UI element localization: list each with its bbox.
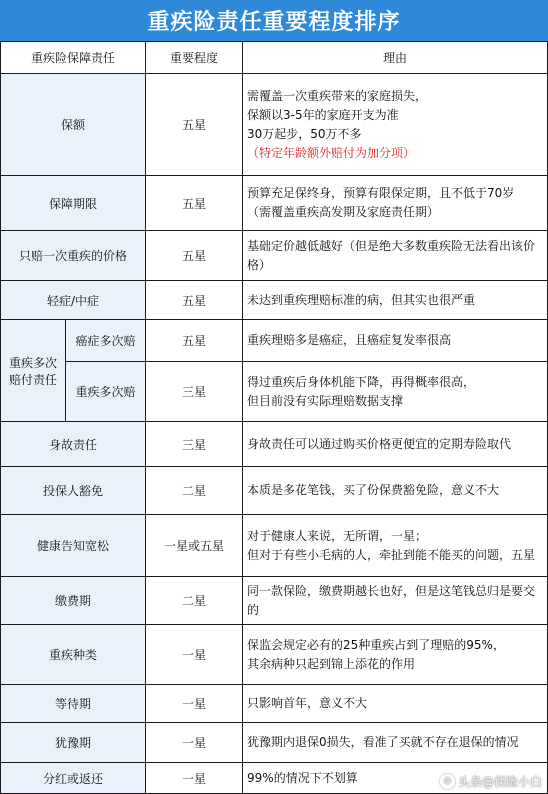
reason-line: 需覆盖一次重疾带来的家庭损失， bbox=[247, 87, 543, 106]
row-level: 一星 bbox=[146, 723, 243, 763]
row-level: 五星 bbox=[146, 231, 243, 281]
table-row bbox=[1, 281, 548, 320]
row-reason bbox=[243, 176, 548, 231]
reason-line: 保额以3-5年的家庭开支为准 bbox=[247, 106, 543, 125]
row-level: 一星 bbox=[146, 625, 243, 685]
row-reason: 本质是多花笔钱，买了份保费豁免险，意义不大 bbox=[243, 467, 548, 515]
page-title: 重疾险责任重要程度排序 bbox=[0, 0, 548, 41]
row-reason: 未达到重疾理赔标准的病，但其实也很严重 bbox=[243, 281, 548, 320]
header-importance: 重要程度 bbox=[146, 42, 243, 74]
row-level: 三星 bbox=[146, 362, 243, 422]
reason-note: （特定年龄额外赔付为加分项） bbox=[247, 144, 543, 163]
row-level: 一星或五星 bbox=[146, 515, 243, 577]
row-reason bbox=[243, 625, 548, 685]
group-name bbox=[1, 320, 66, 422]
header-reason: 理由 bbox=[243, 42, 548, 74]
row-level: 五星 bbox=[146, 176, 243, 231]
row-name: 只赔一次重疾的价格 bbox=[1, 231, 146, 281]
table-row bbox=[1, 723, 548, 763]
table-row bbox=[1, 577, 548, 625]
row-reason: 99%的情况下不划算 bbox=[243, 763, 548, 794]
row-level: 三星 bbox=[146, 422, 243, 467]
table-row bbox=[1, 176, 548, 231]
table-row bbox=[1, 231, 548, 281]
row-reason bbox=[243, 362, 548, 422]
reason-line: 但目前没有实际理赔数据支撑 bbox=[247, 392, 543, 411]
row-reason: 同一款保险，缴费期越长也好，但是这笔钱总归是要交的 bbox=[243, 577, 548, 625]
reason-line: 对于健康人来说，无所谓，一星； bbox=[247, 527, 543, 546]
row-reason: 犹豫期内退保0损失，看准了买就不存在退保的情况 bbox=[243, 723, 548, 763]
row-level: 五星 bbox=[146, 281, 243, 320]
row-reason: 身故责任可以通过购买价格更便宜的定期寿险取代 bbox=[243, 422, 548, 467]
row-reason bbox=[243, 515, 548, 577]
row-reason: 基础定价越低越好（但是绝大多数重疾险无法看出该价格） bbox=[243, 231, 548, 281]
row-level: 一星 bbox=[146, 685, 243, 723]
watermark-text: 头条@保险小白 bbox=[458, 773, 542, 790]
row-name: 投保人豁免 bbox=[1, 467, 146, 515]
table-row bbox=[1, 362, 548, 422]
responsibility-table bbox=[0, 41, 548, 794]
reason-line: 其余病种只起到锦上添花的作用 bbox=[247, 655, 543, 674]
reason-line: 得过重疾后身体机能下降，再得概率很高， bbox=[247, 373, 543, 392]
table-row bbox=[1, 685, 548, 723]
reason-line: 30万起步，50万不多 bbox=[247, 125, 543, 144]
row-name: 保额 bbox=[1, 74, 146, 176]
group-name-line: 重疾多次 bbox=[1, 354, 65, 371]
watermark-icon: ◎ bbox=[440, 774, 455, 789]
row-reason: 重疾理赔多是癌症，且癌症复发率很高 bbox=[243, 320, 548, 362]
row-reason: 只影响首年，意义不大 bbox=[243, 685, 548, 723]
group-name-line: 赔付责任 bbox=[1, 371, 65, 388]
reason-line: 但对于有些小毛病的人，牵扯到能不能买的问题，五星 bbox=[247, 546, 543, 565]
row-name: 缴费期 bbox=[1, 577, 146, 625]
table-row bbox=[1, 320, 548, 362]
row-name: 保障期限 bbox=[1, 176, 146, 231]
table-row bbox=[1, 515, 548, 577]
row-reason bbox=[243, 74, 548, 176]
row-name: 身故责任 bbox=[1, 422, 146, 467]
table-row bbox=[1, 467, 548, 515]
row-level: 二星 bbox=[146, 577, 243, 625]
watermark bbox=[440, 773, 542, 790]
reason-line: （需覆盖重疾高发期及家庭责任期） bbox=[247, 203, 543, 222]
row-name: 癌症多次赔 bbox=[66, 320, 146, 362]
table-row bbox=[1, 625, 548, 685]
row-name: 等待期 bbox=[1, 685, 146, 723]
row-level: 五星 bbox=[146, 320, 243, 362]
row-name: 重疾多次赔 bbox=[66, 362, 146, 422]
table-row bbox=[1, 422, 548, 467]
row-level: 二星 bbox=[146, 467, 243, 515]
row-name: 健康告知宽松 bbox=[1, 515, 146, 577]
table-row bbox=[1, 74, 548, 176]
row-name: 重疾种类 bbox=[1, 625, 146, 685]
row-level: 五星 bbox=[146, 74, 243, 176]
row-name: 犹豫期 bbox=[1, 723, 146, 763]
row-level: 一星 bbox=[146, 763, 243, 794]
row-name: 轻症/中症 bbox=[1, 281, 146, 320]
table-header-row bbox=[1, 42, 548, 74]
reason-line: 预算充足保终身，预算有限保定期，且不低于70岁 bbox=[247, 184, 543, 203]
row-name: 分红或返还 bbox=[1, 763, 146, 794]
header-responsibility: 重疾险保障责任 bbox=[1, 42, 146, 74]
reason-line: 保监会规定必有的25种重疾占到了理赔的95%， bbox=[247, 636, 543, 655]
